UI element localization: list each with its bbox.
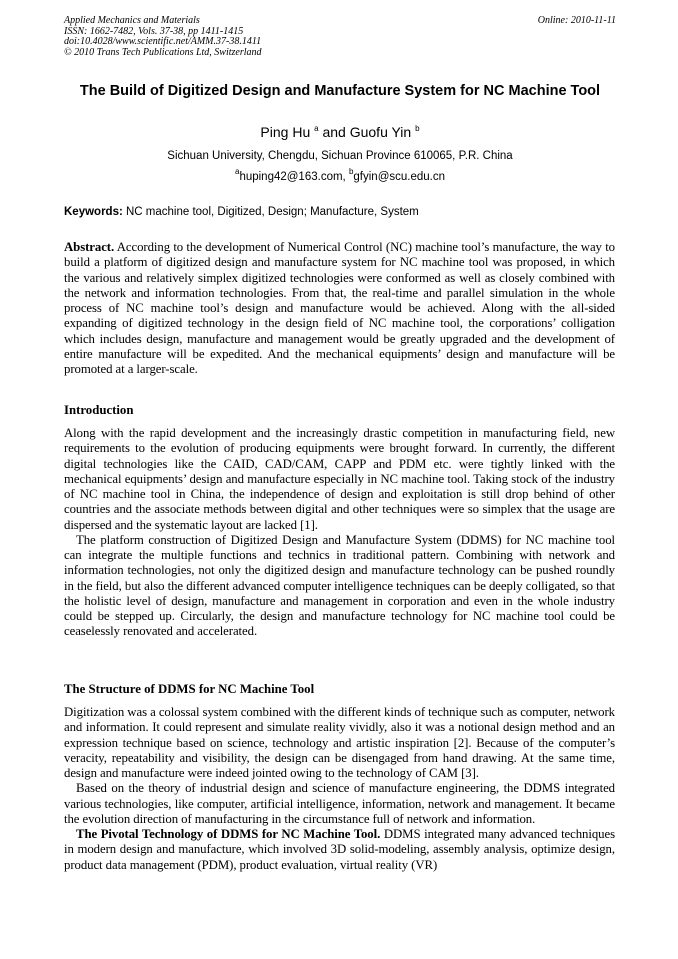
introduction-body — [64, 426, 615, 640]
structure-body — [64, 705, 615, 873]
keywords-label: Keywords: — [64, 206, 123, 218]
author-name: Ping Hu — [260, 124, 311, 140]
author-conjunction: and — [318, 124, 350, 140]
email-mark: b — [348, 167, 354, 176]
paragraph-text: DDMS integrated many advanced techniques in modern design and manufacture, which involved 3D solid-modeling, assembly analysis, optimize design, product data management (PDM), product evaluation, virtual reality (VR) — [64, 827, 615, 872]
issn-line: ISSN: 1662-7482, Vols. 37-38, pp 1411-1415 — [64, 25, 244, 37]
paragraph: Along with the rapid development and the increasingly drastic competition in manufacturing field, new requirements to the evolution of producing equipments were brought forward. In currently, the different digital technologies like the CAID, CAD/CAM, CAPP and PDM etc. were tightly linked with the mechanical equipments’ design and manufacture especially in NC machine tool. Taking stock of the industry of NC machine tool in China, the independence of design and exploitation is still drop behind of other countries and the associate methods between digital and other techniques were so simplex that the usage are dispersed and the systematic layout are lacked [1]. — [64, 426, 615, 532]
author-name: Guofu Yin — [349, 124, 412, 140]
section-heading: Introduction — [64, 403, 134, 417]
keywords — [64, 206, 616, 218]
abstract — [64, 240, 615, 377]
email-address: huping42@163.com, — [239, 171, 346, 183]
subsection-heading: The Pivotal Technology of DDMS for NC Machine Tool. — [76, 827, 381, 841]
copyright-line: © 2010 Trans Tech Publications Ltd, Switzerland — [64, 46, 262, 58]
doi-line: doi:10.4028/www.scientific.net/AMM.37-38.1411 — [64, 36, 262, 48]
paragraph: Based on the theory of industrial design and science of manufacture engineering, the DDMS integrated various technologies, like computer, artificial intelligence, information, network and management. It became the evolution direction of manufacturing in the circumstance full of network and information. — [64, 781, 615, 826]
email-mark: a — [234, 167, 240, 176]
journal-name: Applied Mechanics and Materials — [64, 15, 200, 26]
email-line — [64, 167, 616, 183]
abstract-label: Abstract. — [64, 240, 115, 254]
author-line — [64, 124, 616, 140]
online-date: Online: 2010-11-11 — [537, 15, 616, 26]
paragraph: The platform construction of Digitized Design and Manufacture System (DDMS) for NC machine tool can integrate the multiple functions and technics in traditional pattern. Combining with network and information technologies, not only the digitized design and manufacture technology can be pushed roundly in the field, but also the different advanced computer intelligence techniques can be deeply colligated, so that the holistic level of design, manufacture and management in corporation and even in the whole industry could be stepped up. Circularly, the design and manufacture technology for NC machine tool could be ceaselessly renovated and accelerated. — [64, 532, 615, 639]
affiliation-mark: b — [415, 124, 420, 133]
email-address: gfyin@scu.edu.cn — [353, 171, 445, 183]
keywords-text: NC machine tool, Digitized, Design; Manufacture, System — [126, 206, 419, 218]
paper-title: The Build of Digitized Design and Manufacture System for NC Machine Tool — [79, 83, 601, 99]
paragraph: Digitization was a colossal system combined with the different kinds of technique such as computer, network and information. It could represent and simulate reality vividly, also it was a notional design method and an expression technique based on science, technology and artistic inspiration [2]. Because of the computer’s veracity, repeatability and visibility, the design can be disengaged from hand drawing. At the same time, design and manufacture were indeed jointed owing to the technology of CAM [3]. — [64, 705, 615, 780]
paragraph — [64, 827, 615, 873]
section-heading: The Structure of DDMS for NC Machine Tool — [64, 682, 315, 696]
affiliation: Sichuan University, Chengdu, Sichuan Province 610065, P.R. China — [167, 150, 513, 162]
abstract-text: According to the development of Numerical Control (NC) machine tool’s manufacture, the way to build a platform of digitized design and manufacture system for NC machine tool was proposed, in which the various and relatively simplex digitized technologies were conformed as well as closely combined with the network and information technologies. From that, the real-time and parallel simulation in the whole process of NC machine tool’s design and manufacture would be achieved. Along with the all-sided expanding of digitized technology in the design field of NC machine tool, the corporations’ colligation which includes design, manufacture and management would be greatly upgraded and the development of entire manufacture will be expedited. And the mechanical equipments’ design and manufacture will be promoted at a larger-scale. — [64, 240, 615, 376]
journal-header — [64, 16, 616, 58]
affiliation-mark: a — [314, 124, 319, 133]
